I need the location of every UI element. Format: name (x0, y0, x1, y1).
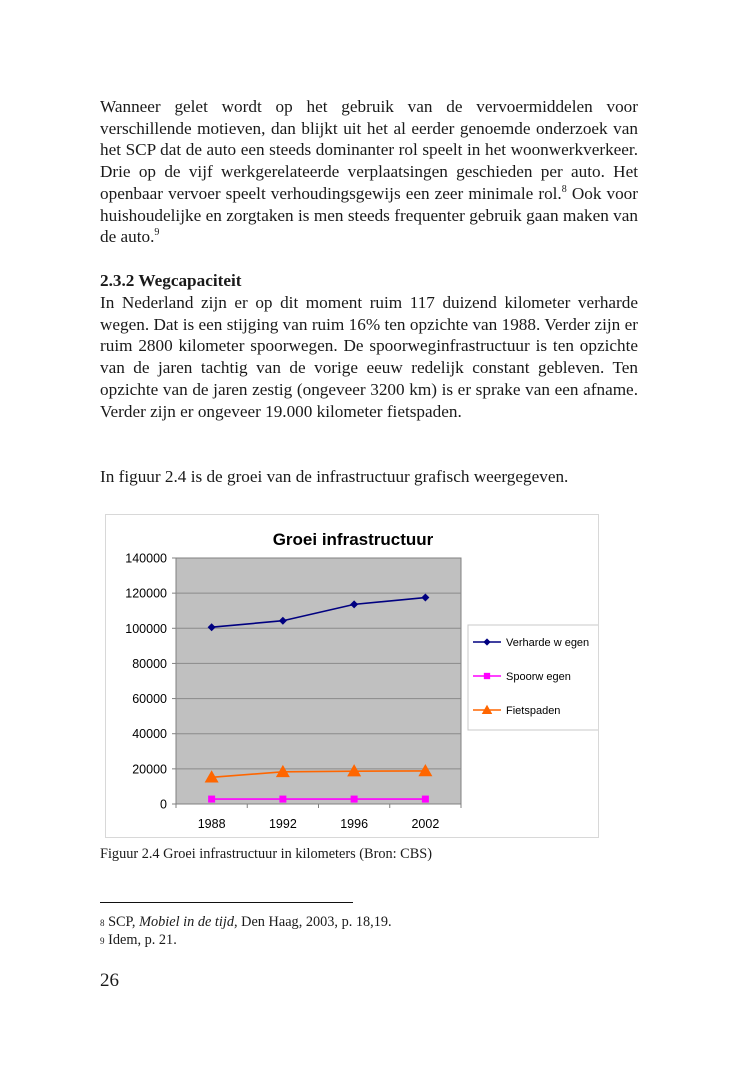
y-tick-label: 0 (160, 797, 167, 812)
data-point-square (208, 796, 215, 803)
paragraph-text: Wanneer gelet wordt op het gebruik van de vervoermiddelen voor verschillende motieven, dan blijkt uit het al eerder genoemde onderzoek van het SCP dat de auto een steeds dominanter rol speelt in het woonwerkverkeer. Drie op de vijf werkgerelateerde verplaatsingen geschieden per auto. Het openbaar vervoer speelt verhoudingsgewijs een zeer minimale rol. (100, 97, 638, 203)
plot-background (176, 558, 461, 804)
figure-caption: Figuur 2.4 Groei infrastructuur in kilometers (Bron: CBS) (100, 846, 432, 862)
x-tick-label: 2002 (411, 817, 440, 831)
chart-title: Groei infrastructuur (272, 530, 434, 549)
footnote-text: Idem, p. 21. (104, 932, 177, 948)
y-tick-label: 120000 (125, 586, 167, 601)
legend-marker-square (484, 673, 490, 679)
legend-label: Verharde w egen (506, 637, 590, 649)
paragraph-mobility (100, 96, 638, 248)
legend-label: Fietspaden (506, 705, 561, 717)
footnote-ref[interactable]: 8 (561, 183, 567, 195)
paragraph-road-capacity: In Nederland zijn er op dit moment ruim 117 duizend kilometer verharde wegen. Dat is een stijging van ruim 16% ten opzichte van 1988. Verder zijn er ruim 2800 kilometer spoorwegen. De spoorweginfrastructuur is ten opzichte van de jaren tachtig van de vorige eeuw redelijk constant gebleven. Ten opzichte van de jaren zestig (ongeveer 3200 km) is er sprake van een afname. Verder zijn er ongeveer 19.000 kilometer fietspaden. (100, 293, 638, 421)
data-point-square (422, 796, 429, 803)
paragraph-figure-intro: In figuur 2.4 is de groei van de infrastructuur grafisch weergegeven. (100, 467, 569, 486)
x-tick-label: 1988 (197, 817, 226, 831)
footnote-number: 8 (100, 918, 105, 928)
page-number: 26 (100, 970, 119, 991)
legend (468, 625, 598, 730)
footnote-8 (100, 913, 392, 931)
footnote-number: 9 (100, 936, 105, 946)
data-point-square (351, 796, 358, 803)
chart-frame (105, 514, 599, 838)
x-tick-label: 1996 (340, 817, 369, 831)
y-tick-label: 60000 (132, 692, 167, 707)
y-tick-label: 140000 (125, 551, 167, 566)
footnote-title: Mobiel in de tijd (139, 914, 234, 930)
footnote-divider (100, 902, 353, 903)
section-heading: 2.3.2 Wegcapaciteit (100, 271, 242, 290)
paragraph-text: Ook voor huishoudelijke en zorgtaken is men steeds frequenter gebruik gaan maken van de auto. (100, 183, 638, 247)
x-tick-label: 1992 (268, 817, 297, 831)
footnote-9 (100, 931, 177, 949)
y-tick-label: 100000 (125, 621, 167, 636)
y-tick-label: 40000 (132, 727, 167, 742)
footnote-text: , Den Haag, 2003, p. 18,19. (233, 914, 392, 930)
y-tick-label: 20000 (132, 762, 167, 777)
line-chart (106, 515, 598, 837)
footnote-text: SCP, (104, 914, 140, 930)
legend-label: Spoorw egen (506, 671, 571, 683)
footnote-ref[interactable]: 9 (154, 227, 160, 239)
plot-area (125, 552, 461, 832)
y-tick-label: 80000 (132, 656, 167, 671)
data-point-square (279, 796, 286, 803)
